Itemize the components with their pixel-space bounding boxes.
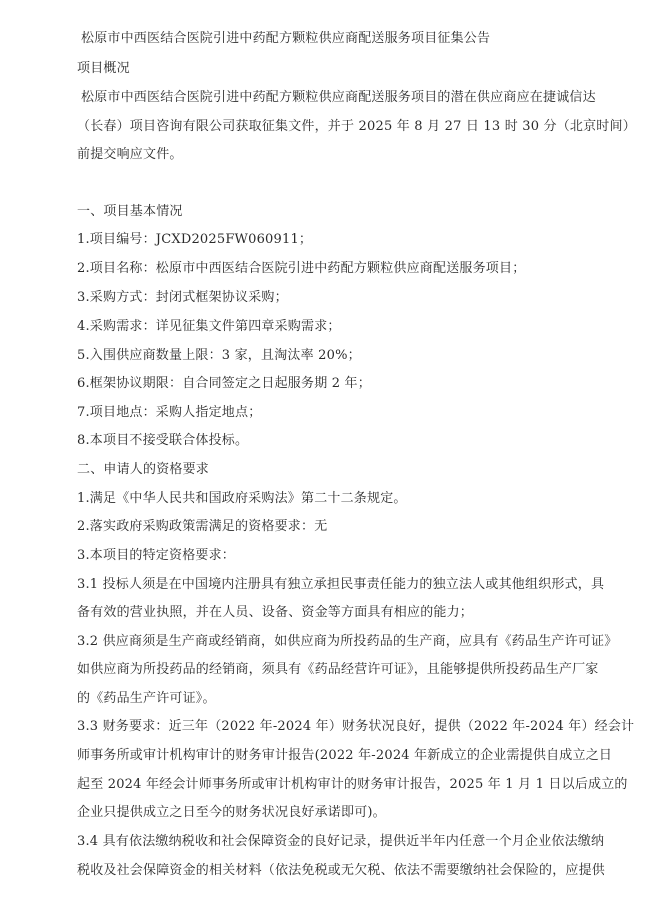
- document-title: 松原市中西医结合医院引进中药配方颗粒供应商配送服务项目征集公告: [81, 31, 491, 46]
- qualification-text-line: 3.3 财务要求：近三年（2022 年-2024 年）财务状况良好，提供（2022 年-2024 年）经会计: [77, 719, 635, 734]
- project-info-item: 7.项目地点：采购人指定地点；: [77, 405, 262, 420]
- qualification-text-line: 备有效的营业执照，并在人员、设备、资金等方面具有相应的能力；: [77, 605, 474, 620]
- section-heading: 二、申请人的资格要求: [77, 462, 210, 477]
- overview-text-line: （长春）项目咨询有限公司获取征集文件，并于 2025 年 8 月 27 日 13 时 30 分（北京时间）: [77, 119, 636, 134]
- qualification-text-line: 税收及社会保障资金的相关材料（依法免税或无欠税、依法不需要缴纳社会保险的，应提供: [77, 863, 606, 878]
- qualification-text-line: 企业只提供成立之日至今的财务状况良好承诺即可)。: [77, 805, 386, 820]
- qualification-text-line: 3.2 供应商须是生产商或经销商，如供应商为所投药品的生产商，应具有《药品生产许可证》: [77, 634, 618, 649]
- project-info-item: 5.入围供应商数量上限：3 家，且淘汰率 20%；: [77, 348, 361, 363]
- project-info-item: 3.采购方式：封闭式框架协议采购；: [77, 290, 288, 305]
- overview-text-line: 松原市中西医结合医院引进中药配方颗粒供应商配送服务项目的潜在供应商应在捷诚信达: [81, 90, 596, 105]
- qualification-text-line: 的《药品生产许可证》。: [77, 691, 216, 706]
- qualification-text-line: 3.1 投标人须是在中国境内注册具有独立承担民事责任能力的独立法人或其他组织形式，具: [77, 577, 605, 592]
- qualification-item: 2.落实政府采购政策需满足的资格要求：无: [77, 519, 328, 534]
- qualification-item: 3.本项目的特定资格要求：: [77, 548, 236, 563]
- project-info-item: 6.框架协议期限：自合同签定之日起服务期 2 年；: [77, 376, 371, 391]
- project-info-item: 1.项目编号：JCXD2025FW060911；: [77, 232, 313, 247]
- overview-heading: 项目概况: [77, 61, 130, 76]
- project-info-item: 2.项目名称：松原市中西医结合医院引进中药配方颗粒供应商配送服务项目；: [77, 261, 526, 276]
- qualification-text-line: 起至 2024 年经会计师事务所或审计机构审计的财务审计报告，2025 年 1 月 1 日以后成立的: [77, 777, 628, 792]
- project-info-item: 4.采购需求：详见征集文件第四章采购需求；: [77, 319, 341, 334]
- overview-text-line: 前提交响应文件。: [77, 147, 183, 162]
- project-info-item: 8.本项目不接受联合体投标。: [77, 433, 249, 448]
- qualification-text-line: 3.4 具有依法缴纳税收和社会保障资金的良好记录，提供近半年内任意一个月企业依法缴纳: [77, 834, 605, 849]
- qualification-text-line: 师事务所或审计机构审计的财务审计报告(2022 年-2024 年新成立的企业需提供自成立之日: [77, 748, 613, 763]
- section-heading: 一、项目基本情况: [77, 204, 183, 219]
- qualification-item: 1.满足《中华人民共和国政府采购法》第二十二条规定。: [77, 491, 407, 506]
- qualification-text-line: 如供应商为所投药品的经销商，须具有《药品经营许可证》，且能够提供所投药品生产厂家: [77, 662, 599, 677]
